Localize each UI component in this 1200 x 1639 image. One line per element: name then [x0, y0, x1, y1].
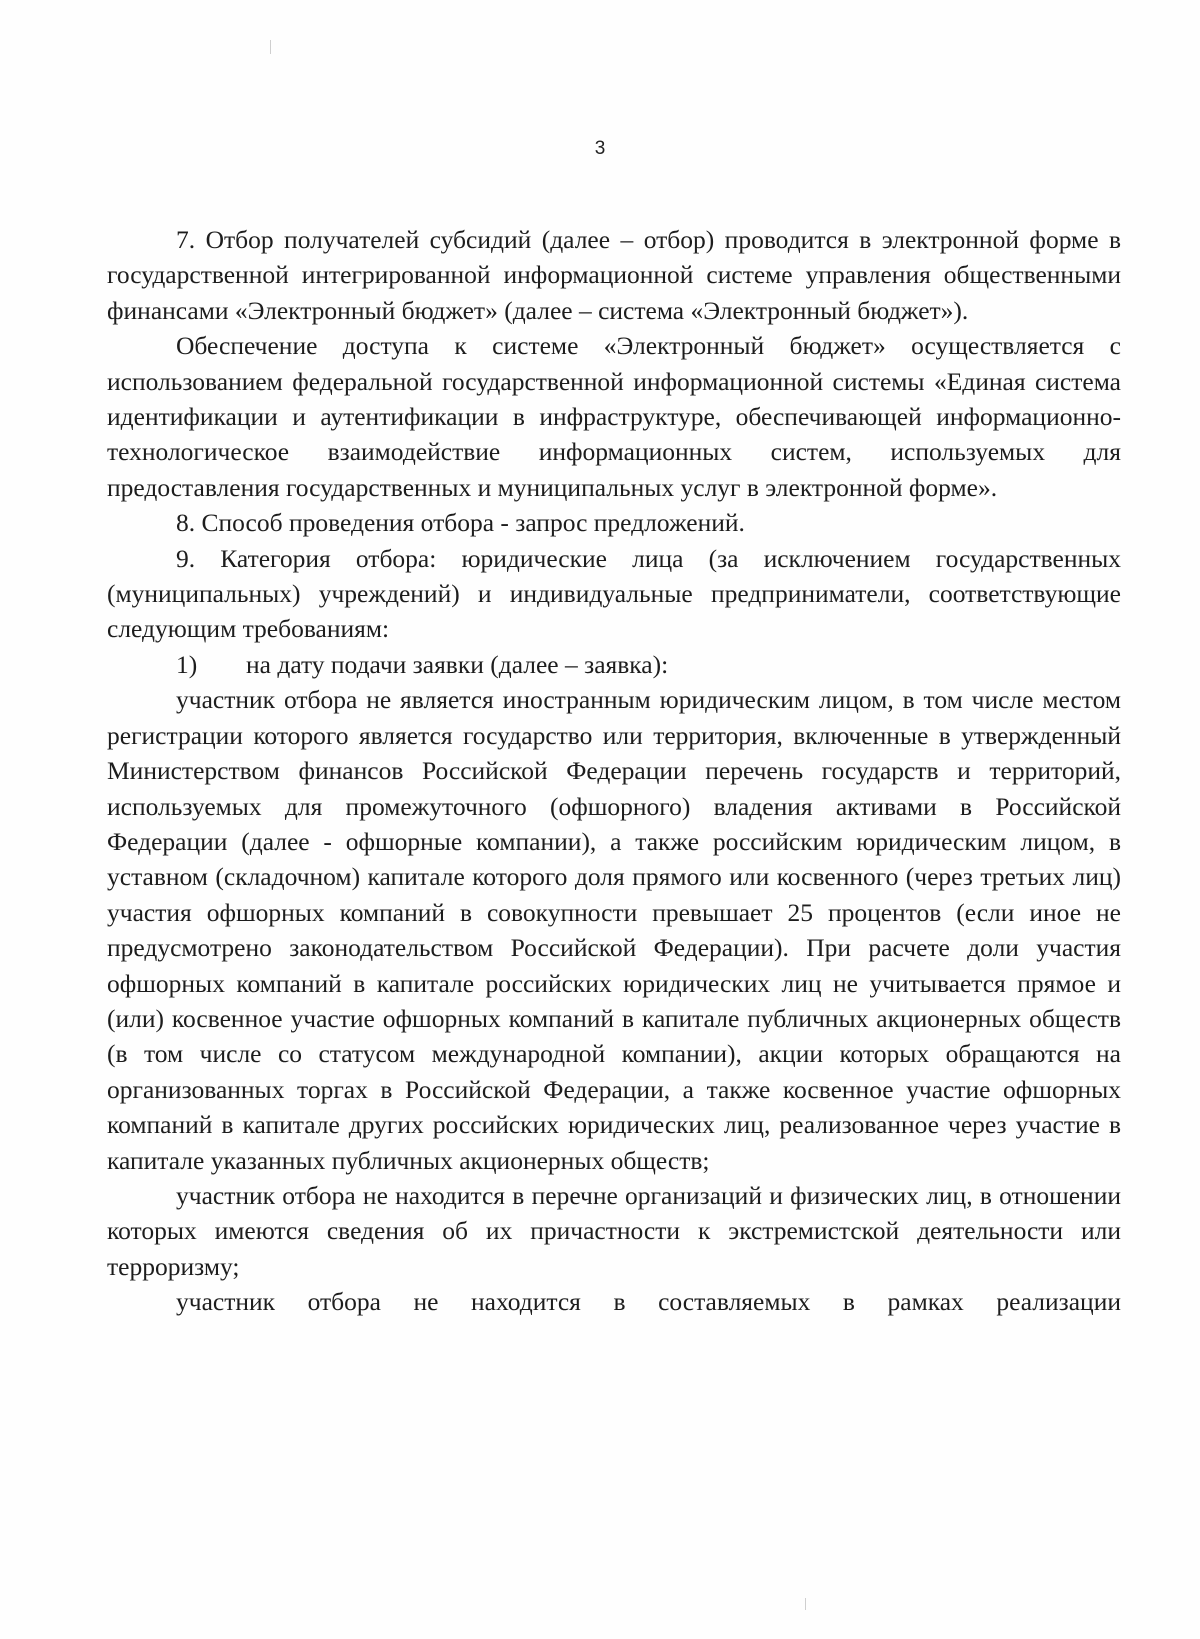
page-number: 3 [594, 138, 606, 159]
paragraph-access: Обеспечение доступа к системе «Электронный бюджет» осуществляется с использованием федеральной государственной информационной системы «Единая система идентификации и аутентификации в инфраструктуре, обеспечивающей информационно-технологическое взаимодействие информационных систем, используемых для предоставления государственных и муниципальных услуг в электронной форме». [107, 331, 1121, 502]
document-body [107, 222, 1121, 1320]
scan-artifact-line [270, 40, 271, 54]
paragraph-offshore: участник отбора не является иностранным юридическим лицом, в том числе местом регистрации которого является государство или территория, включенные в утвержденный Министерством финансов Российской Федерации перечень государств и территорий, используемых для промежуточного (офшорного) владения активами в Российской Федерации (далее - офшорные компании), а также российским юридическим лицом, в уставном (складочном) капитале которого доля прямого или косвенного (через третьих лиц) участия офшорных компаний в совокупности превышает 25 процентов (если иное не предусмотрено законодательством Российской Федерации). При расчете доли участия офшорных компаний в капитале российских юридических лиц не учитывается прямое и (или) косвенное участие офшорных компаний в капитале публичных акционерных обществ (в том числе со статусом международной компании), акции которых обращаются на организованных торгах в Российской Федерации, а также косвенное участие офшорных компаний в капитале других российских юридических лиц, реализованное через участие в капитале указанных публичных акционерных обществ; [107, 685, 1121, 1175]
list-item-number: 1) [176, 649, 198, 679]
paragraph-extremism: участник отбора не находится в перечне организаций и физических лиц, в отношении которых имеются сведения об их причастности к экстремистской деятельности или терроризму; [107, 1180, 1121, 1281]
paragraph-7: 7. Отбор получателей субсидий (далее – отбор) проводится в электронной форме в государственной интегрированной информационной системе управления общественными финансами «Электронный бюджет» (далее – система «Электронный бюджет»). [107, 225, 1121, 325]
list-item-text: на дату подачи заявки (далее – заявка): [246, 649, 669, 679]
paragraph-continued: участник отбора не находится в составляемых в рамках реализации [176, 1287, 1121, 1317]
paragraph-9: 9. Категория отбора: юридические лица (за исключением государственных (муниципальных) учреждений) и индивидуальные предприниматели, соответствующие следующим требованиям: [107, 543, 1121, 644]
list-item-1 [107, 647, 1121, 682]
paragraph-8: 8. Способ проведения отбора - запрос предложений. [176, 508, 745, 538]
scan-artifact-line [805, 1598, 806, 1610]
